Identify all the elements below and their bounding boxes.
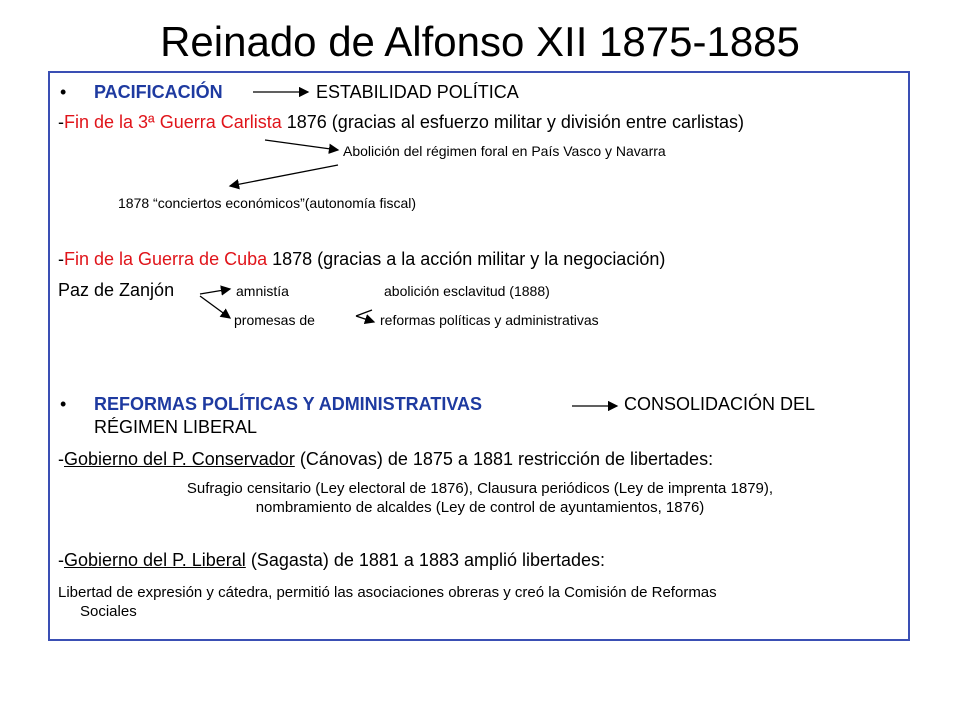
- heading-pacificacion: [94, 82, 223, 103]
- slide-title: Reinado de Alfonso XII 1875-1885: [160, 18, 800, 65]
- result-estabilidad: ESTABILIDAD POLÍTICA: [316, 82, 519, 102]
- partido-conservador: Gobierno del P. Conservador: [64, 449, 295, 469]
- line-gobierno-conservador: [58, 449, 713, 470]
- dash: -: [58, 112, 64, 132]
- reformas-politicas: reformas políticas y administrativas: [380, 312, 599, 328]
- promesas-de: promesas de: [234, 312, 315, 328]
- abolicion-foral: Abolición del régimen foral en País Vasco y Navarra: [343, 143, 666, 159]
- dash: -: [58, 249, 64, 269]
- arrow-abolicion-esclavitud-icon: [356, 310, 372, 316]
- arrow-abolicion-icon: [265, 140, 338, 150]
- conservador-medidas-1: Sufragio censitario (Ley electoral de 1876), Clausura periódicos (Ley de imprenta 1879),: [186, 480, 774, 497]
- partido-liberal: Gobierno del P. Liberal: [64, 550, 246, 570]
- conservador-detail: (Cánovas) de 1875 a 1881 restricción de libertades:: [299, 449, 714, 469]
- guerra-cuba-label: Fin de la Guerra de Cuba: [64, 249, 268, 269]
- abolicion-esclavitud: abolición esclavitud (1888): [384, 283, 550, 299]
- bullet-pacificacion: •: [60, 82, 67, 102]
- line-gobierno-liberal: [58, 550, 605, 571]
- liberal-medidas-2: Sociales: [80, 603, 137, 620]
- dash: -: [58, 449, 64, 469]
- arrow-amnistia-icon: [200, 289, 230, 294]
- result-consolidacion: CONSOLIDACIÓN DEL: [624, 394, 816, 414]
- line-guerra-carlista: [58, 112, 744, 133]
- paz-zanjon: Paz de Zanjón: [58, 280, 175, 300]
- guerra-carlista-label: Fin de la 3ª Guerra Carlista: [64, 112, 282, 132]
- dash: -: [58, 550, 64, 570]
- liberal-detail: (Sagasta) de 1881 a 1883 amplió libertades:: [250, 550, 606, 570]
- guerra-carlista-detail: 1876 (gracias al esfuerzo militar y división entre carlistas): [286, 112, 744, 132]
- heading-reformas-text: REFORMAS POLÍTICAS Y ADMINISTRATIVAS: [94, 394, 483, 414]
- conciertos-economicos: 1878 “conciertos económicos”(autonomía fiscal): [118, 195, 417, 211]
- conservador-medidas-2: nombramiento de alcaldes (Ley de control de ayuntamientos, 1876): [255, 499, 705, 516]
- arrow-reformas-icon: [356, 316, 374, 322]
- guerra-cuba-detail: 1878 (gracias a la acción militar y la negociación): [272, 249, 666, 269]
- arrow-promesas-icon: [200, 296, 230, 318]
- heading-pacificacion-text: PACIFICACIÓN: [94, 82, 223, 102]
- liberal-medidas-1: Libertad de expresión y cátedra, permitió las asociaciones obreras y creó la Comisión de Reformas: [58, 584, 717, 601]
- heading-reformas: [94, 394, 482, 415]
- bullet-reformas: •: [60, 394, 67, 414]
- line-guerra-cuba: [58, 249, 665, 270]
- arrow-conciertos-icon: [230, 165, 338, 186]
- result-regimen-liberal: RÉGIMEN LIBERAL: [94, 417, 258, 437]
- amnistia: amnistía: [236, 283, 289, 299]
